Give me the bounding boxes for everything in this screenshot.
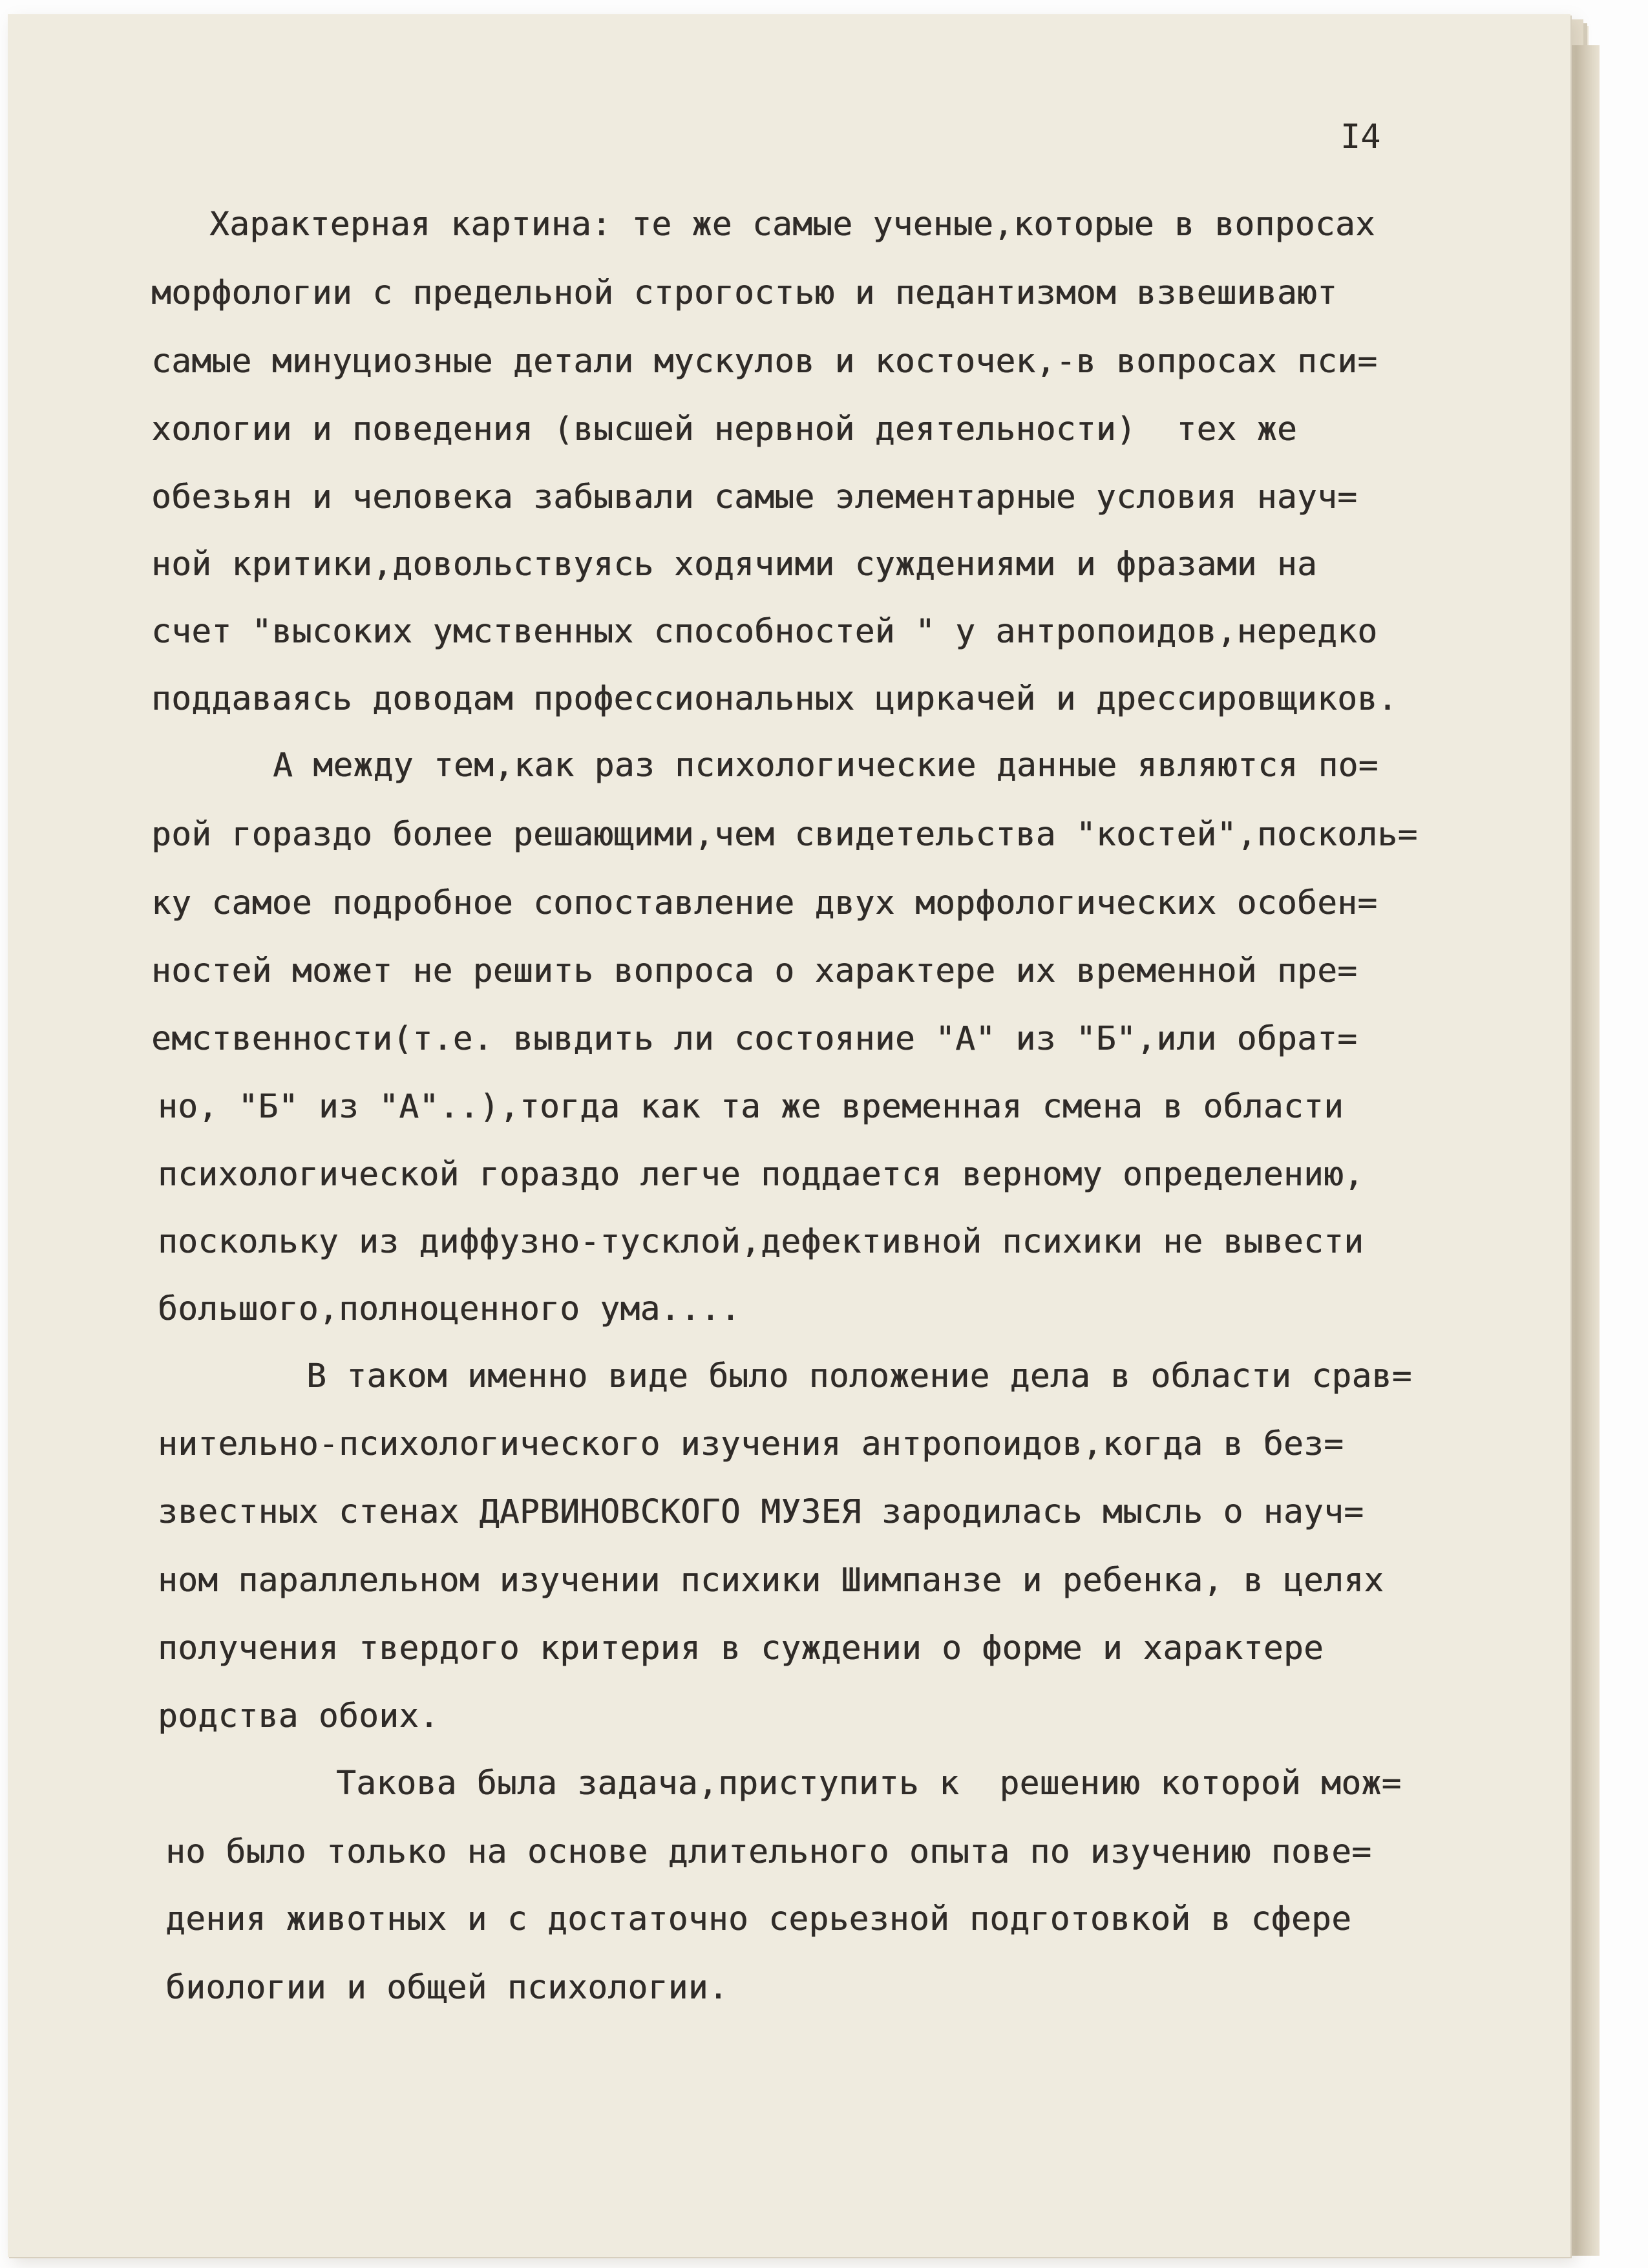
text-line: большого,полноценного ума.... — [158, 1290, 741, 1328]
text-line: нительно-психологического изучения антропоидов,когда в без= — [158, 1425, 1344, 1463]
text-line: ной критики,довольствуясь ходячими суждениями и фразами на — [151, 546, 1318, 584]
text-line: дения животных и с достаточно серьезной подготовкой в сфере — [165, 1900, 1352, 1938]
text-line: рой гораздо более решающими,чем свидетельства "костей",посколь= — [151, 816, 1418, 854]
text-line: Характерная картина: те же самые ученые,которые в вопросах — [209, 206, 1376, 244]
text-line: родства обоих. — [158, 1697, 439, 1735]
text-line: А между тем,как раз психологические данные являются по= — [273, 747, 1379, 785]
text-line: психологической гораздо легче поддается верному определению, — [158, 1156, 1364, 1194]
typewritten-page — [8, 14, 1570, 2257]
text-line: ку самое подробное сопоставление двух морфологических особен= — [151, 884, 1378, 922]
page-number: I4 — [1340, 118, 1381, 156]
page-body — [8, 14, 1570, 2257]
text-line: звестных стенах ДАРВИНОВСКОГО МУЗЕЯ зародилась мысль о науч= — [158, 1493, 1364, 1531]
text-line: поскольку из диффузно-тусклой,дефективной психики не вывести — [158, 1223, 1364, 1261]
text-line: хологии и поведения (высшей нервной деятельности) тех же — [151, 410, 1297, 449]
text-line: В таком именно виде было положение дела в области срав= — [306, 1357, 1412, 1395]
text-line: ном параллельном изучении психики Шимпанзе и ребенка, в целях — [158, 1562, 1384, 1600]
text-line: Такова была задача,приступить к решению которой мож= — [336, 1765, 1402, 1803]
text-line: емственности(т.е. вывдить ли состояние "А" из "Б",или обрат= — [151, 1020, 1358, 1058]
text-line: поддаваясь доводам профессиональных циркачей и дрессировщиков. — [151, 680, 1398, 718]
text-line: обезьян и человека забывали самые элементарные условия науч= — [151, 478, 1358, 516]
text-line: морфологии с предельной строгостью и педантизмом взвешивают — [151, 274, 1338, 312]
text-line: но было только на основе длительного опыта по изучению пове= — [165, 1833, 1372, 1871]
text-line: но, "Б" из "А"..),тогда как та же временная смена в области — [158, 1088, 1344, 1126]
text-line: получения твердого критерия в суждении о форме и характере — [158, 1629, 1324, 1668]
text-line: биологии и общей психологии. — [165, 1969, 728, 2007]
text-line: ностей может не решить вопроса о характере их временной пре= — [151, 952, 1358, 990]
text-line: самые минуциозные детали мускулов и косточек,-в вопросах пси= — [151, 343, 1378, 381]
text-line: счет "высоких умственных способностей " у антропоидов,нередко — [151, 613, 1378, 651]
